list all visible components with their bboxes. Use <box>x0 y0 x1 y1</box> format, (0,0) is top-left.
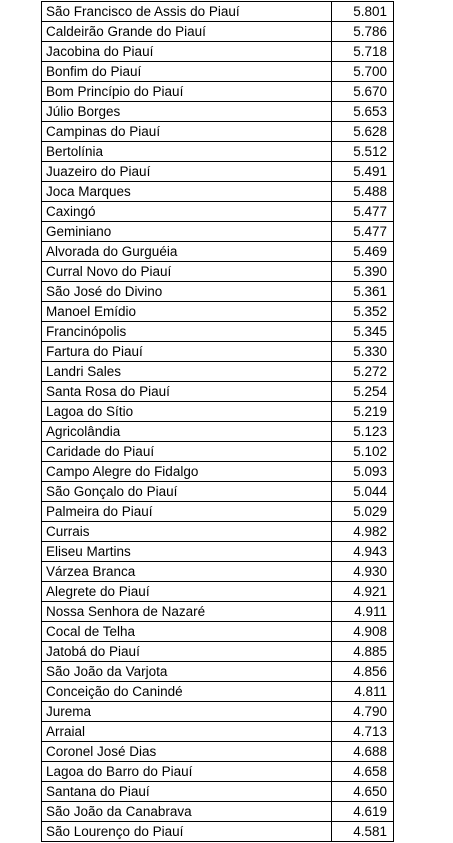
table-row <box>42 602 394 622</box>
table-row <box>42 282 394 302</box>
value-cell[interactable]: 4.908 <box>331 622 393 642</box>
table-row <box>42 2 394 22</box>
table-row <box>42 822 394 842</box>
table-row <box>42 102 394 122</box>
value-cell[interactable]: 4.790 <box>331 702 393 722</box>
table-row <box>42 202 394 222</box>
value-cell[interactable]: 5.219 <box>331 402 393 422</box>
municipality-name-cell[interactable]: Joca Marques <box>42 182 332 202</box>
table-row <box>42 162 394 182</box>
municipality-name-cell[interactable]: Nossa Senhora de Nazaré <box>42 602 332 622</box>
table-row <box>42 662 394 682</box>
value-cell[interactable]: 5.469 <box>331 242 393 262</box>
value-cell[interactable]: 4.619 <box>331 802 393 822</box>
value-cell[interactable]: 4.911 <box>331 602 393 622</box>
value-cell[interactable]: 5.718 <box>331 42 393 62</box>
value-cell[interactable]: 5.801 <box>331 2 393 22</box>
value-cell[interactable]: 5.029 <box>331 502 393 522</box>
municipality-name-cell[interactable]: Alegrete do Piauí <box>42 582 332 602</box>
table-row <box>42 222 394 242</box>
municipality-name-cell[interactable]: Alvorada do Gurguéia <box>42 242 332 262</box>
municipality-name-cell[interactable]: São Francisco de Assis do Piauí <box>42 2 332 22</box>
value-cell[interactable]: 4.581 <box>331 822 393 842</box>
table-row <box>42 182 394 202</box>
municipality-name-cell[interactable]: Caridade do Piauí <box>42 442 332 462</box>
value-cell[interactable]: 5.653 <box>331 102 393 122</box>
municipality-name-cell[interactable]: Lagoa do Sítio <box>42 402 332 422</box>
value-cell[interactable]: 5.044 <box>331 482 393 502</box>
municipality-name-cell[interactable]: Coronel José Dias <box>42 742 332 762</box>
municipality-name-cell[interactable]: Curral Novo do Piauí <box>42 262 332 282</box>
table-row <box>42 722 394 742</box>
municipality-name-cell[interactable]: Eliseu Martins <box>42 542 332 562</box>
value-cell[interactable]: 5.330 <box>331 342 393 362</box>
value-cell[interactable]: 5.254 <box>331 382 393 402</box>
municipality-name-cell[interactable]: Júlio Borges <box>42 102 332 122</box>
municipality-name-cell[interactable]: Jurema <box>42 702 332 722</box>
municipality-name-cell[interactable]: Conceição do Canindé <box>42 682 332 702</box>
municipality-table <box>41 1 394 842</box>
municipality-name-cell[interactable]: Campo Alegre do Fidalgo <box>42 462 332 482</box>
municipality-name-cell[interactable]: Lagoa do Barro do Piauí <box>42 762 332 782</box>
value-cell[interactable]: 5.123 <box>331 422 393 442</box>
value-cell[interactable]: 4.856 <box>331 662 393 682</box>
table-row <box>42 342 394 362</box>
value-cell[interactable]: 4.688 <box>331 742 393 762</box>
table-row <box>42 702 394 722</box>
value-cell[interactable]: 4.943 <box>331 542 393 562</box>
table-row <box>42 382 394 402</box>
table-row <box>42 402 394 422</box>
table-row <box>42 302 394 322</box>
value-cell[interactable]: 5.345 <box>331 322 393 342</box>
value-cell[interactable]: 5.093 <box>331 462 393 482</box>
table-row <box>42 802 394 822</box>
table-row <box>42 262 394 282</box>
municipality-name-cell[interactable]: São José do Divino <box>42 282 332 302</box>
table-row <box>42 62 394 82</box>
value-cell[interactable]: 5.491 <box>331 162 393 182</box>
value-cell[interactable]: 5.628 <box>331 122 393 142</box>
table-row <box>42 142 394 162</box>
municipality-name-cell[interactable]: Bertolínia <box>42 142 332 162</box>
municipality-name-cell[interactable]: Currais <box>42 522 332 542</box>
value-cell[interactable]: 5.102 <box>331 442 393 462</box>
municipality-name-cell[interactable]: Santa Rosa do Piauí <box>42 382 332 402</box>
municipality-name-cell[interactable]: Arraial <box>42 722 332 742</box>
value-cell[interactable]: 5.272 <box>331 362 393 382</box>
municipality-name-cell[interactable]: Fartura do Piauí <box>42 342 332 362</box>
table-row <box>42 502 394 522</box>
municipality-name-cell[interactable]: Palmeira do Piauí <box>42 502 332 522</box>
municipality-name-cell[interactable]: Francinópolis <box>42 322 332 342</box>
table-row <box>42 22 394 42</box>
value-cell[interactable]: 4.713 <box>331 722 393 742</box>
value-cell[interactable]: 5.352 <box>331 302 393 322</box>
table-row <box>42 582 394 602</box>
value-cell[interactable]: 4.811 <box>331 682 393 702</box>
table-row <box>42 122 394 142</box>
table-row <box>42 42 394 62</box>
value-cell[interactable]: 4.658 <box>331 762 393 782</box>
municipality-name-cell[interactable]: Jatobá do Piauí <box>42 642 332 662</box>
municipality-name-cell[interactable]: Bom Princípio do Piauí <box>42 82 332 102</box>
value-cell[interactable]: 5.670 <box>331 82 393 102</box>
municipality-name-cell[interactable]: Várzea Branca <box>42 562 332 582</box>
value-cell[interactable]: 4.930 <box>331 562 393 582</box>
value-cell[interactable]: 4.650 <box>331 782 393 802</box>
table-row <box>42 422 394 442</box>
value-cell[interactable]: 5.390 <box>331 262 393 282</box>
value-cell[interactable]: 4.921 <box>331 582 393 602</box>
table-row <box>42 362 394 382</box>
municipality-name-cell[interactable]: São João da Varjota <box>42 662 332 682</box>
municipality-name-cell[interactable]: Caldeirão Grande do Piauí <box>42 22 332 42</box>
table-row <box>42 682 394 702</box>
table-row <box>42 322 394 342</box>
value-cell[interactable]: 5.786 <box>331 22 393 42</box>
municipality-name-cell[interactable]: Juazeiro do Piauí <box>42 162 332 182</box>
table-row <box>42 522 394 542</box>
municipality-name-cell[interactable]: São Lourenço do Piauí <box>42 822 332 842</box>
municipality-name-cell[interactable]: São Gonçalo do Piauí <box>42 482 332 502</box>
value-cell[interactable]: 5.488 <box>331 182 393 202</box>
value-cell[interactable]: 4.982 <box>331 522 393 542</box>
municipality-name-cell[interactable]: Cocal de Telha <box>42 622 332 642</box>
municipality-name-cell[interactable]: Campinas do Piauí <box>42 122 332 142</box>
table-row <box>42 242 394 262</box>
municipality-name-cell[interactable]: Geminiano <box>42 222 332 242</box>
value-cell[interactable]: 5.477 <box>331 202 393 222</box>
table-row <box>42 442 394 462</box>
value-cell[interactable]: 4.885 <box>331 642 393 662</box>
municipality-name-cell[interactable]: Agricolândia <box>42 422 332 442</box>
table-row <box>42 562 394 582</box>
municipality-name-cell[interactable]: São João da Canabrava <box>42 802 332 822</box>
value-cell[interactable]: 5.700 <box>331 62 393 82</box>
municipality-name-cell[interactable]: Landri Sales <box>42 362 332 382</box>
municipality-name-cell[interactable]: Jacobina do Piauí <box>42 42 332 62</box>
value-cell[interactable]: 5.477 <box>331 222 393 242</box>
table-row <box>42 782 394 802</box>
value-cell[interactable]: 5.361 <box>331 282 393 302</box>
table-body <box>42 2 394 842</box>
municipality-name-cell[interactable]: Bonfim do Piauí <box>42 62 332 82</box>
table-row <box>42 82 394 102</box>
table-row <box>42 482 394 502</box>
municipality-name-cell[interactable]: Santana do Piauí <box>42 782 332 802</box>
table-row <box>42 642 394 662</box>
table-row <box>42 742 394 762</box>
table-row <box>42 622 394 642</box>
value-cell[interactable]: 5.512 <box>331 142 393 162</box>
table-row <box>42 462 394 482</box>
municipality-name-cell[interactable]: Manoel Emídio <box>42 302 332 322</box>
table-row <box>42 542 394 562</box>
municipality-name-cell[interactable]: Caxingó <box>42 202 332 222</box>
table-row <box>42 762 394 782</box>
